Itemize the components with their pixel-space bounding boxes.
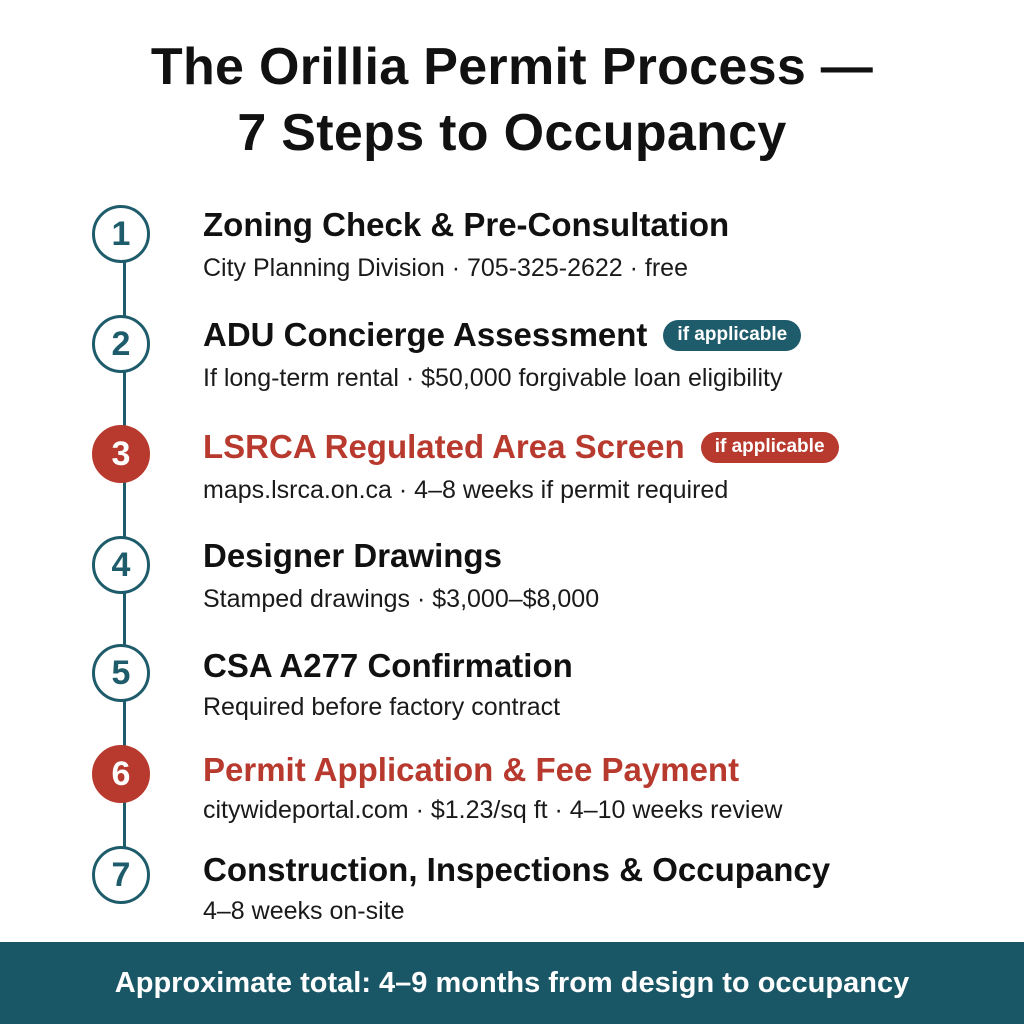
step-3 <box>0 424 1024 524</box>
step-6-title <box>203 751 739 789</box>
step-6-number-circle: 6 <box>92 745 150 803</box>
step-5-title <box>203 647 573 685</box>
title-line-1: The Orillia Permit Process — <box>150 38 874 96</box>
step-3-title-text: LSRCA Regulated Area Screen <box>203 428 685 465</box>
step-7 <box>0 845 1024 945</box>
step-7-title <box>203 851 830 889</box>
step-4-title <box>203 537 502 575</box>
step-5-title-text: CSA A277 Confirmation <box>203 647 573 684</box>
step-3-number-circle: 3 <box>92 425 150 483</box>
title-line-2: 7 Steps to Occupancy <box>237 104 787 162</box>
step-5-subtitle: Required before factory contract <box>203 693 561 721</box>
step-6-subtitle: citywideportal.com · $1.23/sq ft · 4–10 weeks review <box>203 796 783 824</box>
step-6 <box>0 744 1024 844</box>
step-2 <box>0 314 1024 414</box>
step-2-title <box>203 316 801 354</box>
step-2-subtitle: If long-term rental · $50,000 forgivable loan eligibility <box>203 364 783 392</box>
step-3-subtitle: maps.lsrca.on.ca · 4–8 weeks if permit required <box>203 476 729 504</box>
step-1-number-circle: 1 <box>92 205 150 263</box>
step-5 <box>0 643 1024 743</box>
step-4 <box>0 535 1024 635</box>
step-3-if-applicable-badge: if applicable <box>701 432 839 463</box>
step-7-number-circle: 7 <box>92 846 150 904</box>
footer-total-text: Approximate total: 4–9 months from design to occupancy <box>114 966 910 999</box>
step-1-title <box>203 206 729 244</box>
step-1 <box>0 202 1024 302</box>
step-3-title <box>203 428 839 466</box>
step-4-number-circle: 4 <box>92 536 150 594</box>
step-1-subtitle: City Planning Division · 705-325-2622 · free <box>203 254 688 282</box>
step-4-subtitle: Stamped drawings · $3,000–$8,000 <box>203 585 600 613</box>
step-2-number-circle: 2 <box>92 315 150 373</box>
page-title <box>0 34 1024 166</box>
step-7-title-text: Construction, Inspections & Occupancy <box>203 851 831 888</box>
step-2-if-applicable-badge: if applicable <box>663 320 801 351</box>
step-7-subtitle: 4–8 weeks on-site <box>203 897 405 925</box>
step-5-number-circle: 5 <box>92 644 150 702</box>
step-1-title-text: Zoning Check & Pre-Consultation <box>203 206 730 243</box>
step-4-title-text: Designer Drawings <box>203 537 502 574</box>
footer-banner <box>0 942 1024 1024</box>
step-2-title-text: ADU Concierge Assessment <box>203 316 648 353</box>
step-6-title-text: Permit Application & Fee Payment <box>203 751 740 788</box>
